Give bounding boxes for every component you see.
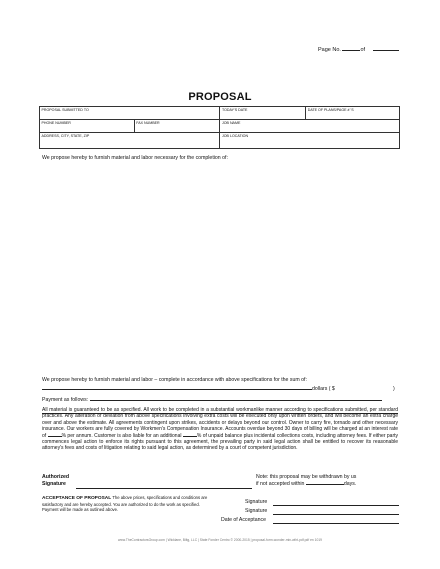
withdraw-note: Note: this proposal may be withdrawn by us [256,474,357,480]
withdraw-note-suffix: days. [343,481,357,487]
job-location-field[interactable]: JOB LOCATION [220,133,400,149]
job-name-field[interactable]: JOB NAME [220,120,400,133]
page-number-label: Page No. [318,47,341,53]
proposal-info-table [39,106,400,149]
terms-part-3: % of unpaid balance plus incidental collections costs, including attorney fees. If either party commences legal action to enforce its rights pursuant to this agreement, the prevailing party in said legal action shall be entitled to recover its reasonable attorney's fees and costs of litigation relating to said legal action, as determined by a court of competent jurisdiction. [42,432,399,452]
acceptance-signature-line-1[interactable] [273,505,399,506]
payment-row [42,397,398,404]
dollars-close-paren: ) [393,386,395,392]
acceptance-signature-line-2[interactable] [273,514,399,515]
phone-number-field[interactable]: PHONE NUMBER [40,120,135,133]
address-field[interactable]: ADDRESS, CITY, STATE, ZIP [40,133,220,149]
days-blank[interactable] [306,484,344,485]
acceptance-deadline-row [256,481,356,488]
authorized-signature-line[interactable] [76,488,252,489]
acceptance-signature-label-2: Signature [245,508,268,514]
date-of-acceptance-label: Date of Acceptance [221,517,266,523]
acceptance-signature-label-1: Signature [245,499,268,505]
page-of-label: of [360,47,366,53]
page-number-blank[interactable] [342,45,360,51]
proposal-submitted-to-field[interactable]: PROPOSAL SUBMITTED TO [40,107,220,120]
terms-paragraph [42,407,398,452]
acceptance-heading: ACCEPTANCE OF PROPOSAL [42,496,112,501]
acceptance-body: The above prices, specifications and conditions are satisfactory and are hereby accepted. You are authorized to do the work as specified. Payment will be made as outlined above. [42,495,208,513]
intro-text: We propose hereby to furnish material and labor necessary for the completion of: [42,155,228,161]
date-of-plans-field[interactable]: DATE OF PLANS/PAGE # 'S [306,107,400,120]
acceptance-block [42,495,214,513]
sum-text: We propose hereby to furnish material and labor – complete in accordance with above specifications for the sum of: [42,377,307,383]
terms-part-1: All material is guaranteed to be as specified. All work to be completed in a substantial workmanlike manner according to specifications submitted, per standard practices. Any alteration or deviation from above specifications involving extra costs will be executed only upon written orders, and will become an extra charge over and above the estimate. All agreements contingent upon strikes, accidents or delays beyond our control. Owner to carry fire, tornado and other necessary insurance. Our workers are fully covered by Workmen's Compensation Insurance. Accounts overdue beyond 30 days of billing will be charged at an interest rate of [42,407,398,439]
payment-label: Payment as follows: [42,397,89,403]
authorized-signature-label: Signature [42,481,66,487]
withdraw-note-prefix: if not accepted within [256,481,305,487]
todays-date-field[interactable]: TODAY'S DATE [220,107,306,120]
terms-part-2: % per annum. Customer is also liable for an additional [61,432,182,439]
page-number-header [318,45,399,53]
additional-percent-blank[interactable] [183,436,197,437]
interest-rate-blank[interactable] [48,436,62,437]
page-total-blank[interactable] [373,45,399,51]
dollars-label: dollars ( $ [312,386,335,392]
page-title: PROPOSAL [188,91,252,103]
payment-blank[interactable] [90,400,382,401]
authorized-label: Authorized [42,474,70,480]
fax-number-field[interactable]: FAX NUMBER [134,120,220,133]
sum-words-blank[interactable] [42,389,312,390]
footer-text: www.TheContractorsGroup.com | Wicklane, Biltg, LLC | State Fonder Centro © 2000-2015 | proposal-form-wonder-min-wiht-pdf.pdf en 1019 [117,538,322,542]
date-of-acceptance-line[interactable] [273,523,399,524]
sum-line-row [42,386,398,393]
